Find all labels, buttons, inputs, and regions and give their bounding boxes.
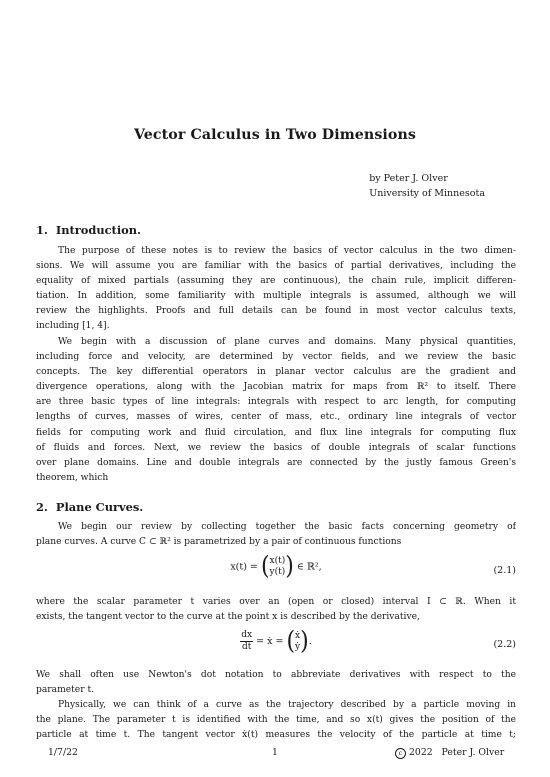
equation-2-1 (36, 552, 516, 590)
text-line: concepts. The key differential operators in planar vector calculus are the gradient and (36, 367, 516, 378)
vector-bottom: y(t) (269, 567, 286, 577)
text-line: tiation. In addition, some familiarity with multiple integrals is assumed, although we will (36, 291, 516, 302)
left-paren: ( (260, 552, 270, 581)
curves-paragraph-4 (36, 698, 516, 743)
intro-paragraph-1 (36, 244, 516, 335)
curves-paragraph-2 (36, 595, 516, 625)
copyright-text: 2022 Peter J. Olver (409, 747, 505, 758)
equation-number: (2.1) (493, 565, 516, 576)
fraction-denominator: dt (241, 642, 252, 652)
text-line: exists, the tangent vector to the curve at the point x is described by the derivative, (36, 612, 420, 623)
text-line: plane curves. A curve C ⊂ ℝ² is parametrized by a pair of continuous functions (36, 537, 402, 548)
text-line: review the highlights. Proofs and full details can be found in most vector calculus texts, (36, 306, 516, 317)
text-line: where the scalar parameter t varies over an (open or closed) interval I ⊂ ℝ. When it (36, 597, 516, 607)
eq-vector (270, 556, 286, 578)
byline (369, 172, 485, 201)
text-line: We begin our review by collecting together the basic facts concerning geometry of (58, 522, 516, 532)
footer-date: 1/7/22 (48, 747, 78, 758)
section-heading-introduction (36, 223, 141, 237)
fraction-numerator: dx (241, 630, 253, 640)
text-line: equality of mixed partials (assuming they are continuous), the chain rule, implicit differen- (36, 276, 516, 287)
curves-paragraph-3 (36, 668, 516, 698)
footer-page-number: 1 (272, 747, 278, 758)
section-heading-plane-curves (36, 500, 143, 514)
text-line: fields for computing work and fluid circulation, and flux line integrals for computing flux (36, 427, 516, 438)
footer-copyright (395, 747, 504, 759)
vector-top: x(t) (269, 556, 286, 566)
eq-lhs: x(t) = (230, 561, 258, 573)
text-line: theorem, which (36, 472, 109, 483)
eq-rhs: ∈ ℝ², (296, 561, 322, 573)
text-line: of fluids and forces. Next, we review the basics of double integrals of scalar functions (36, 442, 516, 453)
equation-number: (2.2) (493, 639, 516, 650)
equation-2-2 (36, 626, 516, 664)
text-line: including force and velocity, are determined by vector fields, and we review the basic (36, 352, 516, 363)
author: by Peter J. Olver (369, 173, 448, 184)
section-number: 2. (36, 500, 48, 514)
curves-paragraph-1 (36, 520, 516, 550)
text-line: particle at time t. The tangent vector ẋ(t) measures the velocity of the particle at time t; (36, 730, 516, 741)
section-title: Plane Curves. (55, 500, 144, 514)
derivative-fraction (240, 630, 253, 653)
text-line: lengths of curves, masses of wires, center of mass, etc., ordinary line integrals of vector (36, 412, 516, 423)
text-line: parameter t. (36, 685, 95, 696)
text-line: The purpose of these notes is to review the basics of vector calculus in the two dimen- (58, 246, 516, 256)
text-line: divergence operations, along with the Jacobian matrix for maps from ℝ² to itself. There (36, 382, 516, 393)
eq-mid: = ẋ = (256, 636, 284, 647)
text-line: over plane domains. Line and double integrals are connected by the justly famous Green's (36, 457, 516, 468)
left-paren: ( (286, 626, 296, 656)
text-line: including [1, 4]. (36, 321, 110, 332)
text-line: We begin with a discussion of plane curves and domains. Many physical quantities, (58, 337, 516, 347)
affiliation: University of Minnesota (369, 187, 485, 199)
text-line: Physically, we can think of a curve as the trajectory described by a particle moving in (58, 700, 516, 710)
text-line: are three basic types of line integrals: integrals with respect to arc length, for computing (36, 397, 516, 408)
intro-paragraph-2 (36, 335, 516, 486)
eq-rhs: . (308, 636, 312, 647)
vector-bottom: ẏ (295, 641, 301, 652)
copyright-icon: c (395, 748, 406, 759)
text-line: We shall often use Newton's dot notation to abbreviate derivatives with respect to the (36, 670, 516, 680)
section-title: Introduction. (55, 223, 141, 237)
vector-top: ẋ (295, 630, 301, 641)
text-line: the plane. The parameter t is identified with the time, and so x(t) gives the position of the (36, 715, 516, 726)
text-line: sions. We will assume you are familiar with the basics of partial derivatives, including the (36, 261, 516, 272)
paper-title: Vector Calculus in Two Dimensions (133, 127, 416, 143)
right-paren: ) (300, 626, 309, 656)
right-paren: ) (285, 552, 294, 581)
section-number: 1. (36, 223, 48, 237)
